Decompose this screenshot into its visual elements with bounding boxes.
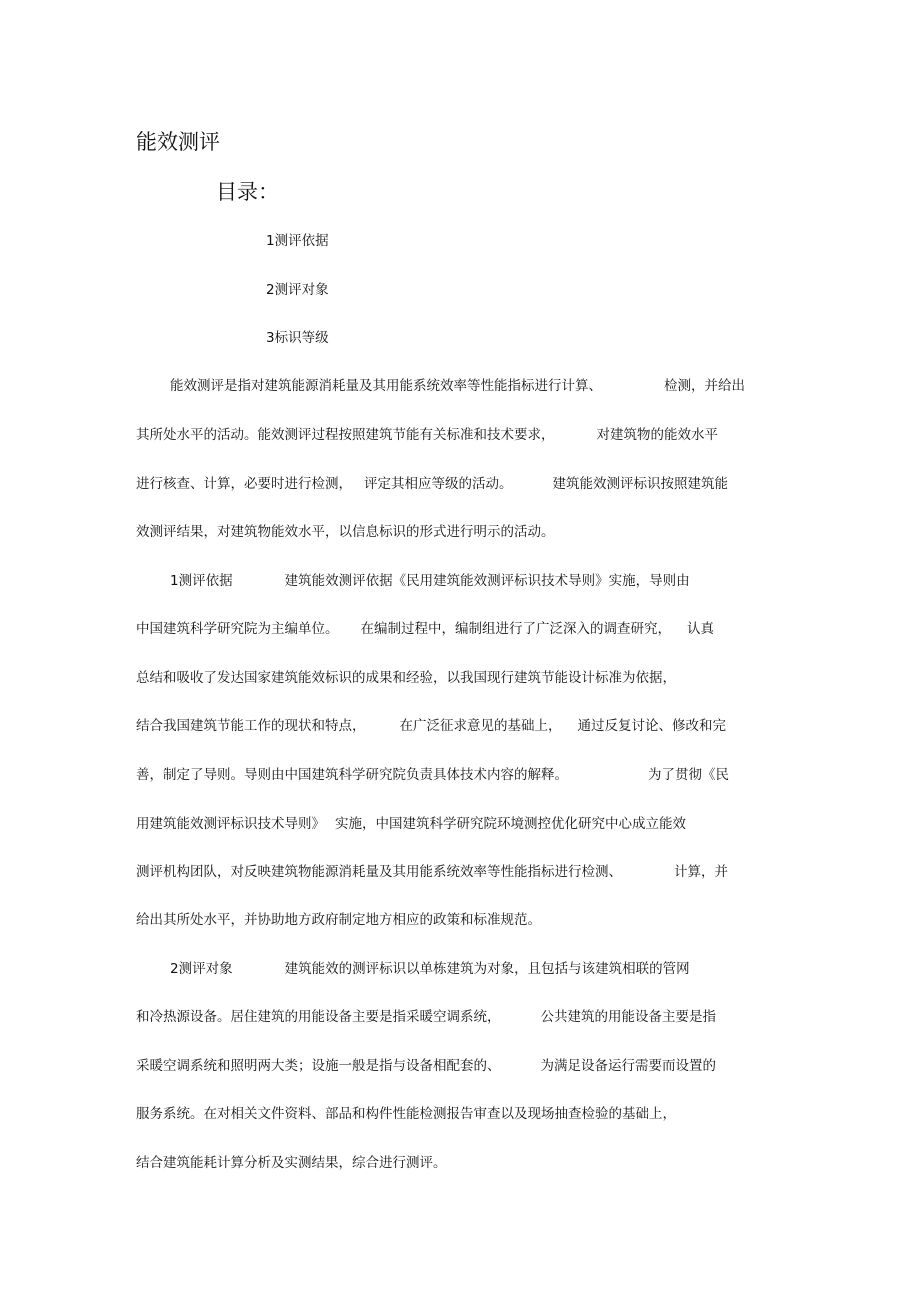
text-segment: 其所处水平的活动。能效测评过程按照建筑节能有关标准和技术要求，: [136, 427, 555, 443]
text-segment: 结合建筑能耗计算分析及实测结果，综合进行测评。: [136, 1155, 447, 1171]
text-segment: 实施，中国建筑科学研究院环境测控优化研究中心成立能效: [335, 816, 686, 832]
text-segment: 评定其相应等级的活动。: [364, 476, 513, 492]
section-heading-basis: 1测评依据: [170, 573, 233, 589]
text-segment: 测评机构团队，对反映建筑物能源消耗量及其用能系统效率等性能指标进行检测、: [136, 864, 622, 880]
text-segment: 在编制过程中，编制组进行了广泛深入的调查研究，: [360, 621, 671, 637]
text-segment: 善，制定了导则。导则由中国建筑科学研究院负责具体技术内容的解释。: [136, 767, 568, 783]
text-segment: 检测，并给出: [664, 378, 745, 394]
text-line: [136, 1056, 770, 1076]
text-line: [136, 522, 770, 542]
text-segment: 效测评结果，对建筑物能效水平，以信息标识的形式进行明示的活动。: [136, 524, 555, 540]
text-line: [136, 959, 770, 979]
text-line: [136, 1007, 770, 1027]
text-segment: 建筑能效测评标识按照建筑能: [552, 476, 728, 492]
text-line: [136, 668, 770, 688]
text-segment: 总结和吸收了发达国家建筑能效标识的成果和经验，以我国现行建筑节能设计标准为依据，: [136, 670, 676, 686]
text-segment: 中国建筑科学研究院为主编单位。: [136, 621, 339, 637]
text-segment: 服务系统。在对相关文件资料、部品和构件性能检测报告审查以及现场抽查检验的基础上，: [136, 1106, 676, 1122]
text-segment: 给出其所处水平，并协助地方政府制定地方相应的政策和标准规范。: [136, 912, 541, 928]
section-heading-object: 2测评对象: [170, 961, 233, 977]
text-segment: 建筑能效测评依据《民用建筑能效测评标识技术导则》实施，导则由: [284, 573, 690, 589]
text-segment: 为了贯彻《民: [648, 767, 729, 783]
text-segment: 公共建筑的用能设备主要是指: [540, 1009, 716, 1025]
text-line: [136, 814, 770, 834]
text-line: [136, 910, 770, 930]
text-line: [136, 619, 770, 639]
text-segment: 结合我国建筑节能工作的现状和特点，: [136, 718, 366, 734]
text-segment: 和冷热源设备。居住建筑的用能设备主要是指采暖空调系统，: [136, 1009, 501, 1025]
toc-item-basis: 1测评依据: [266, 233, 329, 249]
text-line: [136, 1104, 770, 1124]
text-segment: 采暖空调系统和照明两大类；设施一般是指与设备相配套的、: [136, 1058, 501, 1074]
text-segment: 认真: [687, 621, 714, 637]
text-segment: 在广泛征求意见的基础上，: [399, 718, 562, 734]
text-line: [136, 1153, 770, 1173]
text-segment: 对建筑物的能效水平: [596, 427, 718, 443]
document-title: 能效测评: [136, 130, 220, 154]
text-line: [136, 716, 770, 736]
text-segment: 计算，并: [674, 864, 728, 880]
toc-item-grade: 3标识等级: [266, 330, 329, 346]
text-line: [136, 474, 770, 494]
text-line: [136, 425, 770, 445]
text-segment: 用建筑能效测评标识技术导则》: [136, 816, 325, 832]
text-line: [136, 862, 770, 882]
text-segment: 能效测评是指对建筑能源消耗量及其用能系统效率等性能指标进行计算、: [170, 378, 602, 394]
text-line: [136, 571, 770, 591]
text-segment: 建筑能效的测评标识以单栋建筑为对象，且包括与该建筑相联的管网: [284, 961, 690, 977]
text-segment: 通过反复讨论、修改和完: [577, 718, 726, 734]
text-segment: 为满足设备运行需要而设置的: [540, 1058, 716, 1074]
toc-item-object: 2测评对象: [266, 282, 329, 298]
toc-heading: 目录：: [216, 180, 279, 204]
text-segment: 进行核查、计算，必要时进行检测，: [136, 476, 352, 492]
text-line: [136, 376, 770, 396]
text-line: [136, 765, 770, 785]
